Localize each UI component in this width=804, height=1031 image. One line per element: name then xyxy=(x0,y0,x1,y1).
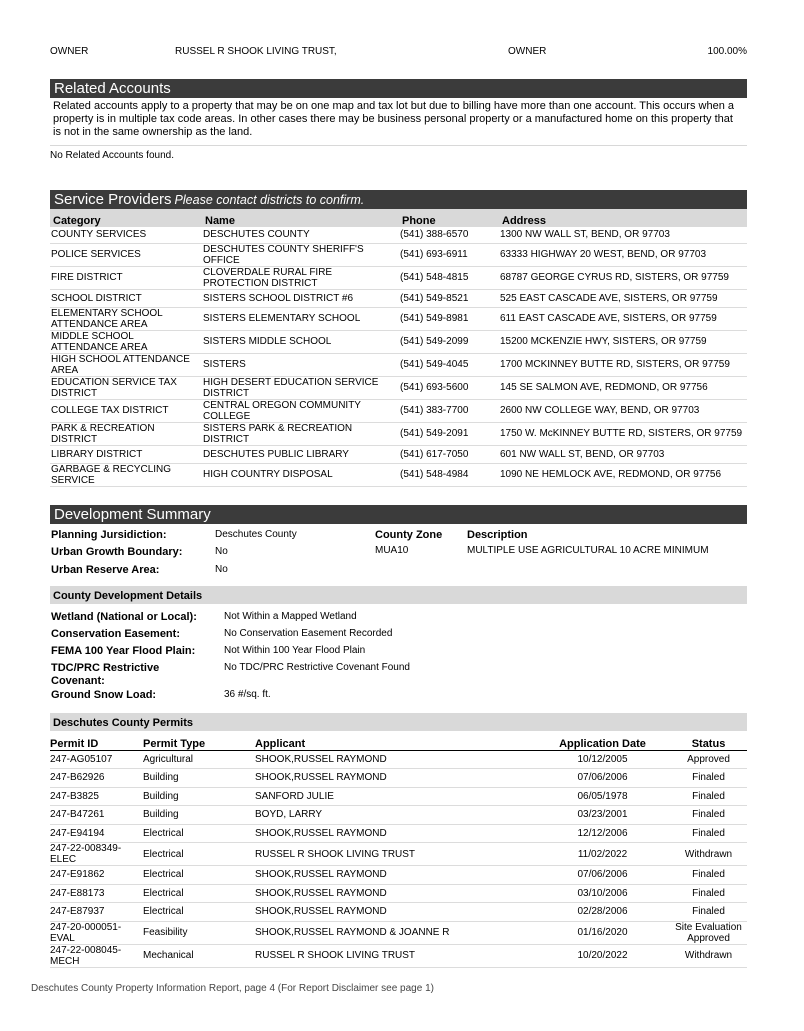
application-date-cell: 12/12/2006 xyxy=(535,824,670,843)
category-cell: SCHOOL DISTRICT xyxy=(50,289,202,307)
service-providers-title: Service Providers xyxy=(54,191,172,208)
column-header: Status xyxy=(670,736,747,750)
applicant-cell: SHOOK,RUSSEL RAYMOND xyxy=(255,884,535,903)
permit-type-cell: Electrical xyxy=(143,903,255,922)
application-date-cell: 06/05/1978 xyxy=(535,787,670,806)
no-related-accounts-text: No Related Accounts found. xyxy=(50,150,174,161)
permit-id-cell: 247-22-008045-MECH xyxy=(50,944,143,967)
wetland-label: Wetland (National or Local): xyxy=(51,611,197,623)
permit-id-cell: 247-20-000051-EVAL xyxy=(50,921,143,944)
table-row xyxy=(50,243,747,266)
name-cell: SISTERS SCHOOL DISTRICT #6 xyxy=(202,289,399,307)
name-cell: HIGH COUNTRY DISPOSAL xyxy=(202,463,399,486)
table-row xyxy=(50,307,747,330)
category-cell: COLLEGE TAX DISTRICT xyxy=(50,399,202,422)
table-row xyxy=(50,289,747,307)
phone-cell: (541) 693-6911 xyxy=(399,243,499,266)
divider xyxy=(50,145,747,146)
status-cell: Withdrawn xyxy=(670,843,747,866)
category-cell: COUNTY SERVICES xyxy=(50,227,202,243)
service-providers-note: Please contact districts to confirm. xyxy=(174,193,365,207)
permit-type-cell: Electrical xyxy=(143,824,255,843)
application-date-cell: 03/10/2006 xyxy=(535,884,670,903)
permit-type-cell: Electrical xyxy=(143,884,255,903)
owner-percent: 100.00% xyxy=(707,46,747,57)
status-cell: Finaled xyxy=(670,787,747,806)
status-cell: Finaled xyxy=(670,866,747,885)
permit-type-cell: Electrical xyxy=(143,843,255,866)
permit-id-cell: 247-E94194 xyxy=(50,824,143,843)
phone-cell: (541) 549-4045 xyxy=(399,353,499,376)
service-providers-table xyxy=(50,209,747,487)
phone-cell: (541) 549-2091 xyxy=(399,422,499,445)
address-cell: 1750 W. McKINNEY BUTTE RD, SISTERS, OR 97759 xyxy=(499,422,747,445)
tdc-prc-covenant-value: No TDC/PRC Restrictive Covenant Found xyxy=(224,662,410,673)
permit-type-cell: Building xyxy=(143,769,255,788)
phone-cell: (541) 549-8981 xyxy=(399,307,499,330)
table-row xyxy=(50,769,747,788)
table-row xyxy=(50,227,747,243)
applicant-cell: SHOOK,RUSSEL RAYMOND xyxy=(255,866,535,885)
category-cell: ELEMENTARY SCHOOL ATTENDANCE AREA xyxy=(50,307,202,330)
status-cell: Finaled xyxy=(670,824,747,843)
wetland-value: Not Within a Mapped Wetland xyxy=(224,611,357,622)
urban-reserve-area-value: No xyxy=(215,564,228,575)
table-row xyxy=(50,843,747,866)
application-date-cell: 01/16/2020 xyxy=(535,921,670,944)
column-header: Name xyxy=(202,209,399,227)
table-row xyxy=(50,399,747,422)
address-cell: 68787 GEORGE CYRUS RD, SISTERS, OR 97759 xyxy=(499,266,747,289)
name-cell: HIGH DESERT EDUCATION SERVICE DISTRICT xyxy=(202,376,399,399)
applicant-cell: SHOOK,RUSSEL RAYMOND xyxy=(255,903,535,922)
application-date-cell: 03/23/2001 xyxy=(535,806,670,825)
name-cell: SISTERS MIDDLE SCHOOL xyxy=(202,330,399,353)
column-header: Phone xyxy=(399,209,499,227)
status-cell: Finaled xyxy=(670,903,747,922)
phone-cell: (541) 388-6570 xyxy=(399,227,499,243)
description-header: Description xyxy=(467,529,528,541)
ground-snow-load-value: 36 #/sq. ft. xyxy=(224,689,271,700)
phone-cell: (541) 383-7700 xyxy=(399,399,499,422)
table-row xyxy=(50,445,747,463)
fema-flood-plain-value: Not Within 100 Year Flood Plain xyxy=(224,645,366,656)
category-cell: EDUCATION SERVICE TAX DISTRICT xyxy=(50,376,202,399)
permit-type-cell: Building xyxy=(143,806,255,825)
name-cell: SISTERS xyxy=(202,353,399,376)
table-header-row xyxy=(50,736,747,750)
urban-reserve-area-label: Urban Reserve Area: xyxy=(51,564,160,576)
applicant-cell: RUSSEL R SHOOK LIVING TRUST xyxy=(255,843,535,866)
applicant-cell: SHOOK,RUSSEL RAYMOND & JOANNE R xyxy=(255,921,535,944)
name-cell: CLOVERDALE RURAL FIRE PROTECTION DISTRICT xyxy=(202,266,399,289)
column-header: Address xyxy=(499,209,747,227)
status-cell: Finaled xyxy=(670,769,747,788)
permit-type-cell: Mechanical xyxy=(143,944,255,967)
address-cell: 1700 MCKINNEY BUTTE RD, SISTERS, OR 97759 xyxy=(499,353,747,376)
permits-header: Deschutes County Permits xyxy=(50,713,747,731)
applicant-cell: SHOOK,RUSSEL RAYMOND xyxy=(255,824,535,843)
address-cell: 2600 NW COLLEGE WAY, BEND, OR 97703 xyxy=(499,399,747,422)
table-row xyxy=(50,866,747,885)
permit-id-cell: 247-E87937 xyxy=(50,903,143,922)
applicant-cell: BOYD, LARRY xyxy=(255,806,535,825)
address-cell: 611 EAST CASCADE AVE, SISTERS, OR 97759 xyxy=(499,307,747,330)
column-header: Applicant xyxy=(255,736,535,750)
category-cell: POLICE SERVICES xyxy=(50,243,202,266)
name-cell: CENTRAL OREGON COMMUNITY COLLEGE xyxy=(202,399,399,422)
application-date-cell: 10/20/2022 xyxy=(535,944,670,967)
conservation-easement-label: Conservation Easement: xyxy=(51,628,180,640)
permit-id-cell: 247-22-008349-ELEC xyxy=(50,843,143,866)
applicant-cell: SHOOK,RUSSEL RAYMOND xyxy=(255,750,535,769)
phone-cell: (541) 549-8521 xyxy=(399,289,499,307)
permit-id-cell: 247-B62926 xyxy=(50,769,143,788)
status-cell: Site Evaluation Approved xyxy=(670,921,747,944)
table-row xyxy=(50,422,747,445)
development-summary-header xyxy=(50,505,747,524)
related-accounts-title: Related Accounts xyxy=(54,80,171,97)
name-cell: SISTERS PARK & RECREATION DISTRICT xyxy=(202,422,399,445)
permit-type-cell: Feasibility xyxy=(143,921,255,944)
application-date-cell: 07/06/2006 xyxy=(535,769,670,788)
column-header: Application Date xyxy=(535,736,670,750)
category-cell: PARK & RECREATION DISTRICT xyxy=(50,422,202,445)
column-header: Permit Type xyxy=(143,736,255,750)
address-cell: 525 EAST CASCADE AVE, SISTERS, OR 97759 xyxy=(499,289,747,307)
name-cell: SISTERS ELEMENTARY SCHOOL xyxy=(202,307,399,330)
address-cell: 63333 HIGHWAY 20 WEST, BEND, OR 97703 xyxy=(499,243,747,266)
table-row xyxy=(50,266,747,289)
zone-description-value: MULTIPLE USE AGRICULTURAL 10 ACRE MINIMUM xyxy=(467,545,709,556)
urban-growth-boundary-value: No xyxy=(215,546,228,557)
table-row xyxy=(50,330,747,353)
ground-snow-load-label: Ground Snow Load: xyxy=(51,689,157,701)
permit-id-cell: 247-B47261 xyxy=(50,806,143,825)
phone-cell: (541) 549-2099 xyxy=(399,330,499,353)
category-cell: FIRE DISTRICT xyxy=(50,266,202,289)
status-cell: Finaled xyxy=(670,884,747,903)
planning-jurisdiction-label: Planning Jursidiction: xyxy=(51,529,167,541)
owner-role: OWNER xyxy=(508,46,547,57)
name-cell: DESCHUTES PUBLIC LIBRARY xyxy=(202,445,399,463)
category-cell: LIBRARY DISTRICT xyxy=(50,445,202,463)
application-date-cell: 10/12/2005 xyxy=(535,750,670,769)
table-row xyxy=(50,787,747,806)
status-cell: Withdrawn xyxy=(670,944,747,967)
table-row xyxy=(50,903,747,922)
phone-cell: (541) 693-5600 xyxy=(399,376,499,399)
phone-cell: (541) 548-4984 xyxy=(399,463,499,486)
owner-row xyxy=(50,46,747,60)
application-date-cell: 07/06/2006 xyxy=(535,866,670,885)
permit-id-cell: 247-E91862 xyxy=(50,866,143,885)
category-cell: HIGH SCHOOL ATTENDANCE AREA xyxy=(50,353,202,376)
permit-type-cell: Building xyxy=(143,787,255,806)
table-row xyxy=(50,921,747,944)
permit-type-cell: Agricultural xyxy=(143,750,255,769)
table-row xyxy=(50,750,747,769)
table-row xyxy=(50,824,747,843)
table-row xyxy=(50,944,747,967)
address-cell: 145 SE SALMON AVE, REDMOND, OR 97756 xyxy=(499,376,747,399)
permit-id-cell: 247-B3825 xyxy=(50,787,143,806)
development-summary-title: Development Summary xyxy=(54,506,211,523)
applicant-cell: RUSSEL R SHOOK LIVING TRUST xyxy=(255,944,535,967)
planning-jurisdiction-value: Deschutes County xyxy=(215,529,297,540)
service-providers-header xyxy=(50,190,747,209)
address-cell: 601 NW WALL ST, BEND, OR 97703 xyxy=(499,445,747,463)
page-footer: Deschutes County Property Information Report, page 4 (For Report Disclaimer see page 1) xyxy=(31,983,434,994)
applicant-cell: SHOOK,RUSSEL RAYMOND xyxy=(255,769,535,788)
related-accounts-description: Related accounts apply to a property that may be on one map and tax lot but due to billing have more than one account. This occurs when a property is in multiple tax code areas. In other cases there may be business personal property or a manufactured home on this property that is not in the same ownership as the land. xyxy=(53,100,734,138)
permit-id-cell: 247-AG05107 xyxy=(50,750,143,769)
column-header: Category xyxy=(50,209,202,227)
table-row xyxy=(50,806,747,825)
status-cell: Finaled xyxy=(670,806,747,825)
name-cell: DESCHUTES COUNTY xyxy=(202,227,399,243)
column-header: Permit ID xyxy=(50,736,143,750)
address-cell: 1300 NW WALL ST, BEND, OR 97703 xyxy=(499,227,747,243)
permit-id-cell: 247-E88173 xyxy=(50,884,143,903)
conservation-easement-value: No Conservation Easement Recorded xyxy=(224,628,393,639)
fema-flood-plain-label: FEMA 100 Year Flood Plain: xyxy=(51,645,196,657)
county-zone-header: County Zone xyxy=(375,529,443,541)
address-cell: 1090 NE HEMLOCK AVE, REDMOND, OR 97756 xyxy=(499,463,747,486)
tdc-prc-covenant-label: TDC/PRC Restrictive Covenant: xyxy=(51,662,160,687)
table-row xyxy=(50,463,747,486)
application-date-cell: 11/02/2022 xyxy=(535,843,670,866)
status-cell: Approved xyxy=(670,750,747,769)
owner-label: OWNER xyxy=(50,46,89,57)
urban-growth-boundary-label: Urban Growth Boundary: xyxy=(51,546,183,558)
applicant-cell: SANFORD JULIE xyxy=(255,787,535,806)
address-cell: 15200 MCKENZIE HWY, SISTERS, OR 97759 xyxy=(499,330,747,353)
category-cell: MIDDLE SCHOOL ATTENDANCE AREA xyxy=(50,330,202,353)
county-development-details-header: County Development Details xyxy=(50,586,747,604)
permit-type-cell: Electrical xyxy=(143,866,255,885)
table-header-row xyxy=(50,209,747,227)
county-zone-value: MUA10 xyxy=(375,545,409,556)
application-date-cell: 02/28/2006 xyxy=(535,903,670,922)
table-row xyxy=(50,884,747,903)
category-cell: GARBAGE & RECYCLING SERVICE xyxy=(50,463,202,486)
phone-cell: (541) 617-7050 xyxy=(399,445,499,463)
name-cell: DESCHUTES COUNTY SHERIFF'S OFFICE xyxy=(202,243,399,266)
permits-table xyxy=(50,736,747,968)
table-row xyxy=(50,353,747,376)
table-row xyxy=(50,376,747,399)
phone-cell: (541) 548-4815 xyxy=(399,266,499,289)
related-accounts-header xyxy=(50,79,747,98)
owner-name: RUSSEL R SHOOK LIVING TRUST, xyxy=(175,46,337,57)
